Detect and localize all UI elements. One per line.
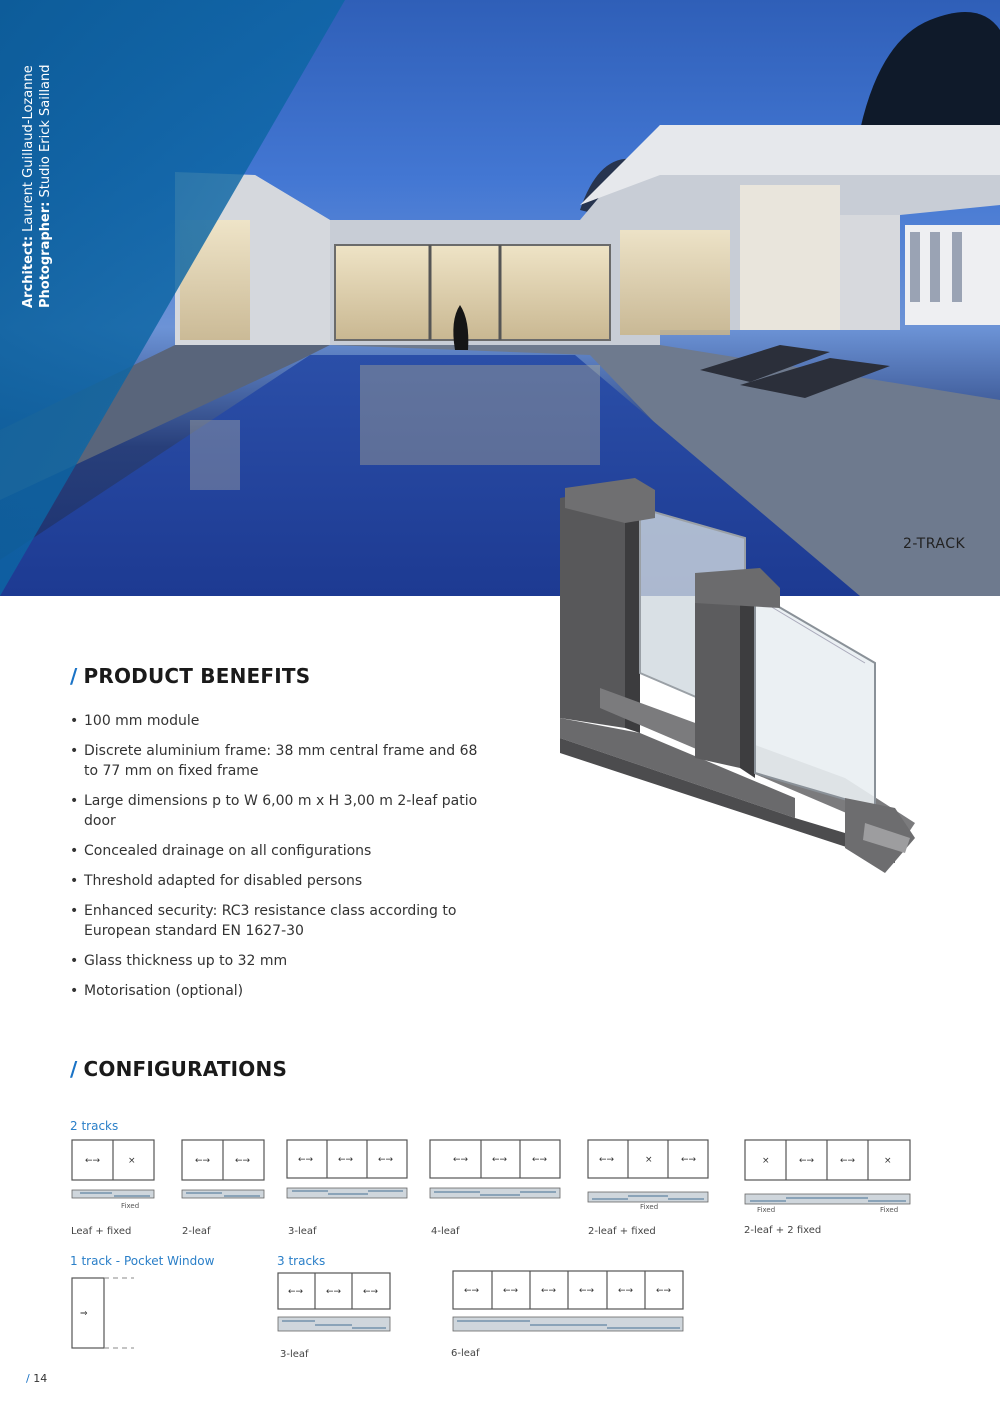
svg-text:←→: ←→ (338, 1155, 354, 1165)
svg-text:←→: ←→ (378, 1155, 394, 1165)
svg-text:←→: ←→ (492, 1155, 508, 1165)
product-benefits-title: PRODUCT BENEFITS (83, 664, 311, 688)
page-number (26, 1372, 47, 1385)
svg-text:←→: ←→ (541, 1286, 557, 1296)
page-number-value: 14 (33, 1372, 48, 1385)
svg-text:×: × (128, 1156, 136, 1166)
benefit-item: • Motorisation (optional) (70, 981, 480, 1001)
caption-2-leaf-2-fixed: 2-leaf + 2 fixed (744, 1225, 822, 1236)
photographer-label: Photographer: (38, 201, 53, 308)
fixed-label: Fixed (640, 1203, 659, 1211)
svg-text:←→: ←→ (298, 1155, 314, 1165)
svg-text:×: × (884, 1156, 892, 1166)
caption-4-leaf: 4-leaf (431, 1226, 460, 1237)
svg-text:←→: ←→ (195, 1156, 211, 1166)
caption-3-tracks-3-leaf: 3-leaf (280, 1349, 309, 1360)
heading-slash: / (70, 1057, 78, 1081)
svg-text:←→: ←→ (840, 1156, 856, 1166)
fixed-label: Fixed (121, 1202, 140, 1210)
configurations-heading (70, 1057, 287, 1081)
svg-text:←→: ←→ (288, 1287, 304, 1297)
svg-text:←→: ←→ (799, 1156, 815, 1166)
svg-text:←→: ←→ (656, 1286, 672, 1296)
caption-3-tracks-6-leaf: 6-leaf (451, 1348, 480, 1359)
caption-2-leaf-fixed: 2-leaf + fixed (588, 1226, 656, 1237)
photographer-name: Studio Erick Sailland (38, 64, 53, 198)
benefit-item: • 100 mm module (70, 711, 480, 731)
profile-section-render (545, 478, 935, 898)
product-benefits-heading (70, 664, 310, 688)
caption-2-leaf: 2-leaf (182, 1226, 211, 1237)
benefit-item: • Discrete aluminium frame: 38 mm central frame and 68 to 77 mm on fixed frame (70, 741, 480, 781)
svg-text:⇒: ⇒ (80, 1309, 88, 1319)
benefit-item: • Large dimensions p to W 6,00 m x H 3,00 m 2-leaf patio door (70, 791, 480, 831)
svg-text:←→: ←→ (85, 1156, 101, 1166)
benefit-item: • Glass thickness up to 32 mm (70, 951, 480, 971)
configurations-title: CONFIGURATIONS (83, 1057, 288, 1081)
benefit-item: • Threshold adapted for disabled persons (70, 871, 480, 891)
caption-leaf-fixed: Leaf + fixed (71, 1226, 132, 1237)
fixed-label: Fixed (880, 1206, 899, 1214)
fixed-label: Fixed (757, 1206, 776, 1214)
svg-text:←→: ←→ (235, 1156, 251, 1166)
photo-credits (20, 64, 54, 308)
svg-text:←→: ←→ (618, 1286, 634, 1296)
group-2-tracks: 2 tracks (70, 1119, 119, 1133)
architect-label: Architect: (21, 235, 36, 308)
group-3-tracks: 3 tracks (277, 1254, 326, 1268)
benefits-list (70, 711, 480, 1011)
page-slash: / (26, 1372, 30, 1385)
svg-text:←→: ←→ (599, 1155, 615, 1165)
svg-text:←→: ←→ (532, 1155, 548, 1165)
svg-text:←→: ←→ (363, 1287, 379, 1297)
svg-text:←→: ←→ (464, 1286, 480, 1296)
caption-3-leaf: 3-leaf (288, 1226, 317, 1237)
svg-text:←→: ←→ (503, 1286, 519, 1296)
svg-text:←→: ←→ (579, 1286, 595, 1296)
svg-text:←→: ←→ (326, 1287, 342, 1297)
two-track-label: 2-TRACK (903, 536, 966, 552)
svg-text:←→: ←→ (681, 1155, 697, 1165)
svg-text:×: × (645, 1155, 653, 1165)
benefit-item: • Concealed drainage on all configurations (70, 841, 480, 861)
group-pocket-window: 1 track - Pocket Window (70, 1254, 215, 1268)
architect-name: Laurent Guillaud-Lozanne (21, 65, 36, 232)
configuration-diagrams (0, 1130, 1000, 1370)
benefit-item: • Enhanced security: RC3 resistance class according to European standard EN 1627-30 (70, 901, 480, 941)
svg-text:←→: ←→ (453, 1155, 469, 1165)
svg-text:×: × (762, 1156, 770, 1166)
heading-slash: / (70, 664, 78, 688)
